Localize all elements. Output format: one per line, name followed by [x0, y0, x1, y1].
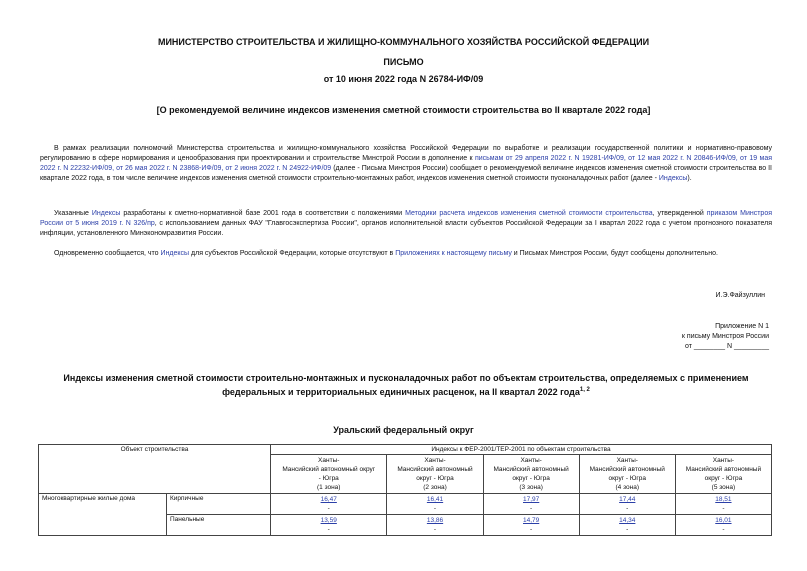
header-indices: Индексы к ФЕР-2001/ТЕР-2001 по объектам строительства [271, 445, 772, 455]
appendix-note: Приложение N 1 к письму Минстроя России от ________ N _________ [681, 323, 769, 350]
table-title: Индексы изменения сметной стоимости строительно-монтажных и пусконаладочных работ по объектам строительства, определяемых с применением федеральных и территориальных единичных расценок, на II квартал 2022 года$^{1, 2}$ [63, 373, 749, 397]
value-cell: 17,44 - [579, 494, 675, 515]
document-date-number: от 10 июня 2022 года N 26784-ИФ/09 [323, 74, 484, 84]
paragraph-3: Одновременно сообщается, что Индексы для субъектов Российской Федерации, которые отсутствуют в Приложениях к настоящему письму и Письмах Минстроя России, будут сообщены дополнительно. [54, 250, 718, 257]
value-cell: 16,47 - [271, 494, 387, 515]
value-cell: 14,34 - [579, 515, 675, 536]
link-appendices[interactable]: Приложениях к настоящему письму [395, 250, 512, 257]
paragraph-1: В рамках реализации полномочий Министерства строительства и жилищно-коммунального хозяйства Российской Федерации по выработке и реализации государственной политики и нормативно-правовому регулированию в сфере нормирования и ценообразования при проектировании и строительстве Минстрой России в дополнение к письмам от 29 апреля 2022 г. N 19281-ИФ/09, от 12 мая 2022 г. N 20846-ИФ/09, от 19 мая 2022 г. N 22232-ИФ/09, от 26 мая 2022 г. N 23868-ИФ/09, от 2 июня 2022 г. N 24922-ИФ/09 (далее - Письма Минстроя России) сообщает о рекомендуемой величине индексов изменения сметной стоимости строительства во II квартале 2022 года, в том числе величине индексов изменения сметной стоимости строительно-монтажных работ, индексов изменения сметной стоимости пусконаладочных работ (далее - Индексы). [40, 145, 773, 182]
value-cell: 14,79 - [483, 515, 579, 536]
document-subject: [О рекомендуемой величине индексов изменения сметной стоимости строительства во II квартале 2022 года] [156, 105, 651, 115]
link-indices-3[interactable]: Индексы [160, 250, 190, 257]
link-order[interactable]: приказом Минстроя России от 5 июня 2019 г. N 326/пр [40, 210, 773, 227]
value-cell: 16,01 - [675, 515, 771, 536]
value-cell: 18,51 - [675, 494, 771, 515]
zone-header: Ханты- Мансийский автономный округ - Югра (5 зона) [675, 455, 771, 494]
ministry-heading: МИНИСТЕРСТВО СТРОИТЕЛЬСТВА И ЖИЛИЩНО-КОММУНАЛЬНОГО ХОЗЯЙСТВА РОССИЙСКОЙ ФЕДЕРАЦИИ [157, 37, 650, 47]
zone-header: Ханты- Мансийский автономный округ - Югра (2 зона) [387, 455, 483, 494]
value-cell: 17,97 - [483, 494, 579, 515]
value-cell: 16,41 - [387, 494, 483, 515]
zone-header: Ханты- Мансийский автономный округ - Югра (1 зона) [271, 455, 387, 494]
document-type: ПИСЬМО [383, 57, 424, 67]
type-cell: Кирпичные [167, 494, 271, 515]
zone-header: Ханты- Мансийский автономный округ - Югра (4 зона) [579, 455, 675, 494]
group-cell: Многоквартирные жилые дома [39, 494, 167, 536]
paragraph-2: Указанные Индексы разработаны к сметно-нормативной базе 2001 года в соответствии с положениями Методики расчета индексов изменения сметной стоимости строительства, утвержденной приказом Минстроя России от 5 июня 2019 г. N 326/пр, с использованием данных ФАУ "Главгосэкспертиза России", органов исполнительной власти субъектов Российской Федерации за I квартал 2022 года с учетом прогнозного показателя инфляции, установленного Минэкономразвития России. [40, 210, 773, 237]
signature: И.Э.Файзуллин [715, 292, 765, 299]
indices-table [38, 444, 772, 536]
link-previous-letters[interactable]: письмам от 29 апреля 2022 г. N 19281-ИФ/09, от 12 мая 2022 г. N 20846-ИФ/09, от 19 мая 2022 г. N 22232-ИФ/09, от 26 мая 2022 г. N 23868-ИФ/09, от 2 июня 2022 г. N 24922-ИФ/09 [40, 155, 773, 172]
table-row [39, 494, 772, 515]
link-indices-2[interactable]: Индексы [91, 210, 121, 217]
value-cell: 13,86 - [387, 515, 483, 536]
federal-district-heading: Уральский федеральный округ [333, 425, 474, 435]
link-indices[interactable]: Индексы [658, 175, 688, 182]
value-cell: 13,59 - [271, 515, 387, 536]
zone-header: Ханты- Мансийский автономный округ - Югра (3 зона) [483, 455, 579, 494]
header-object: Объект строительства [39, 445, 271, 494]
link-methodology[interactable]: Методики расчета индексов изменения сметной стоимости строительства [405, 210, 653, 217]
type-cell: Панельные [167, 515, 271, 536]
